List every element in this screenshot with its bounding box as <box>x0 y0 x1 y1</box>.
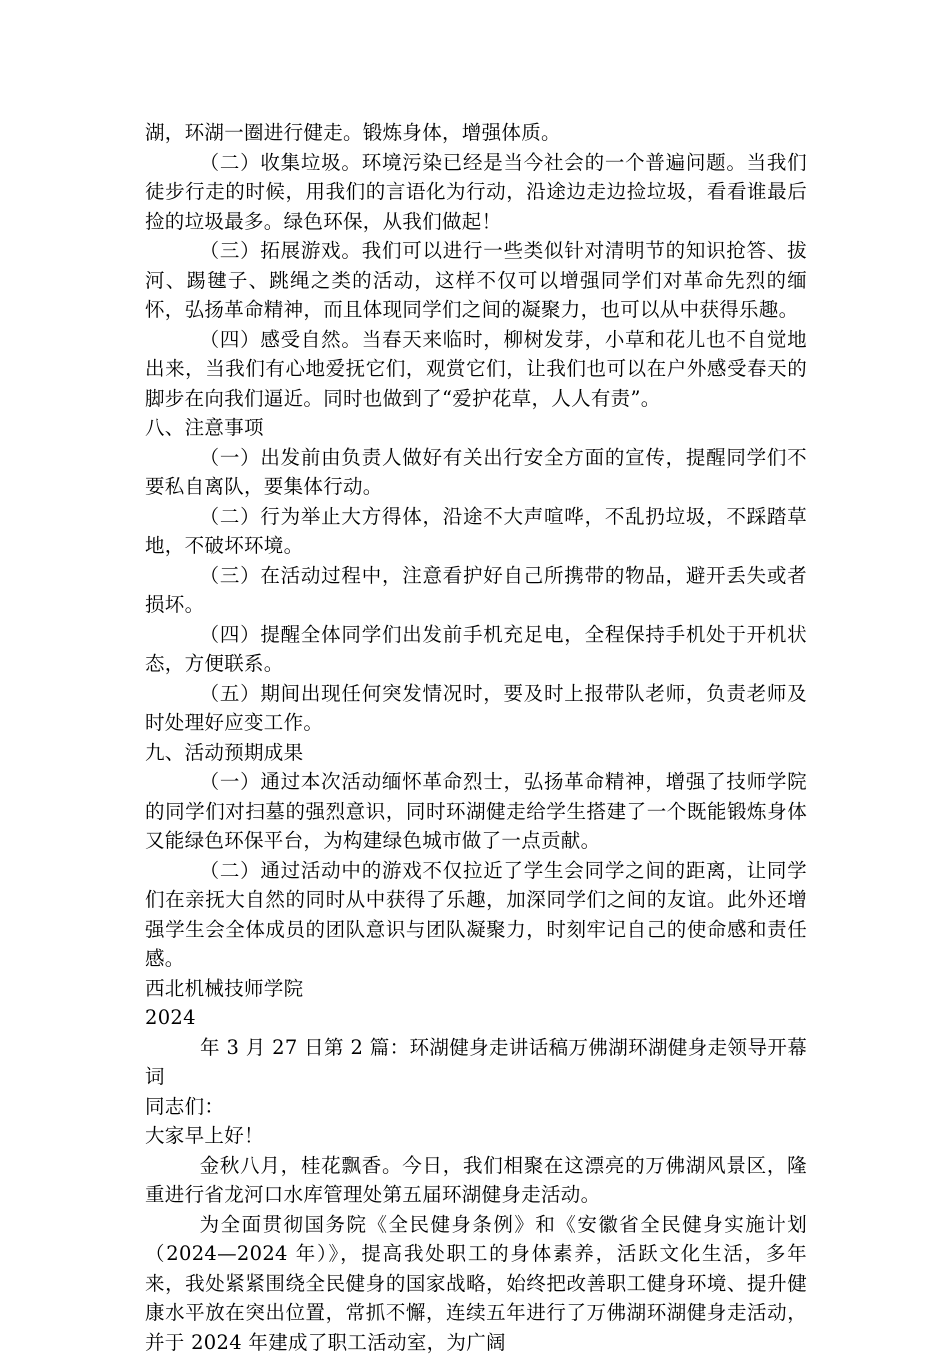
note-item-2: （二）行为举止大方得体，沿途不大声喧哗，不乱扔垃圾，不踩踏草地，不破坏环境。 <box>145 502 807 561</box>
section-heading-results: 九、活动预期成果 <box>145 738 807 768</box>
signature-org: 西北机械技师学院 <box>145 974 807 1004</box>
speech-paragraph-2: 为全面贯彻国务院《全民健身条例》和《安徽省全民健身实施计划（2024—2024 年）》，提高我处职工的身体素养，活跃文化生活，多年来，我处紧紧围绕全民健身的国家战略，始终把改善职工健身环境、提升健康水平放在突出位置，常抓不懈，连续五年进行了万佛湖环湖健身走活动，并于 2024 年建成了职工活动室，为广阔 <box>145 1210 807 1357</box>
note-item-5: （五）期间出现任何突发情况时，要及时上报带队老师，负责老师及时处理好应变工作。 <box>145 679 807 738</box>
note-item-4: （四）提醒全体同学们出发前手机充足电，全程保持手机处于开机状态，方便联系。 <box>145 620 807 679</box>
section-heading-notes: 八、注意事项 <box>145 413 807 443</box>
paragraph-collect-garbage: （二）收集垃圾。环境污染已经是当今社会的一个普遍问题。当我们徒步行走的时候，用我们的言语化为行动，沿途边走边捡垃圾，看看谁最后捡的垃圾最多。绿色环保，从我们做起！ <box>145 148 807 237</box>
paragraph-games: （三）拓展游戏。我们可以进行一些类似针对清明节的知识抢答、拔河、踢毽子、跳绳之类的活动，这样不仅可以增强同学们对革命先烈的缅怀，弘扬革命精神，而且体现同学们之间的凝聚力，也可以从中获得乐趣。 <box>145 236 807 325</box>
note-item-1: （一）出发前由负责人做好有关出行安全方面的宣传，提醒同学们不要私自离队，要集体行动。 <box>145 443 807 502</box>
greeting-comrades: 同志们： <box>145 1092 807 1122</box>
speech-paragraph-1: 金秋八月，桂花飘香。今日，我们相聚在这漂亮的万佛湖风景区，隆重进行省龙河口水库管理处第五届环湖健身走活动。 <box>145 1151 807 1210</box>
signature-year: 2024 <box>145 1003 807 1033</box>
paragraph-nature: （四）感受自然。当春天来临时，柳树发芽，小草和花儿也不自觉地出来，当我们有心地爱抚它们，观赏它们，让我们也可以在户外感受春天的脚步在向我们逼近。同时也做到了“爱护花草，人人有责”。 <box>145 325 807 414</box>
paragraph-continued: 湖，环湖一圈进行健走。锻炼身体，增强体质。 <box>145 118 807 148</box>
result-item-2: （二）通过活动中的游戏不仅拉近了学生会同学之间的距离，让同学们在亲抚大自然的同时从中获得了乐趣，加深同学们之间的友谊。此外还增强学生会全体成员的团队意识与团队凝聚力，时刻牢记自己的使命感和责任感。 <box>145 856 807 974</box>
date-and-title: 年 3 月 27 日第 2 篇：环湖健身走讲话稿万佛湖环湖健身走领导开幕词 <box>145 1033 807 1092</box>
document-page <box>145 118 807 1357</box>
result-item-1: （一）通过本次活动缅怀革命烈士，弘扬革命精神，增强了技师学院的同学们对扫墓的强烈意识，同时环湖健走给学生搭建了一个既能锻炼身体又能绿色环保平台，为构建绿色城市做了一点贡献。 <box>145 767 807 856</box>
note-item-3: （三）在活动过程中，注意看护好自己所携带的物品，避开丢失或者损坏。 <box>145 561 807 620</box>
greeting-morning: 大家早上好！ <box>145 1121 807 1151</box>
